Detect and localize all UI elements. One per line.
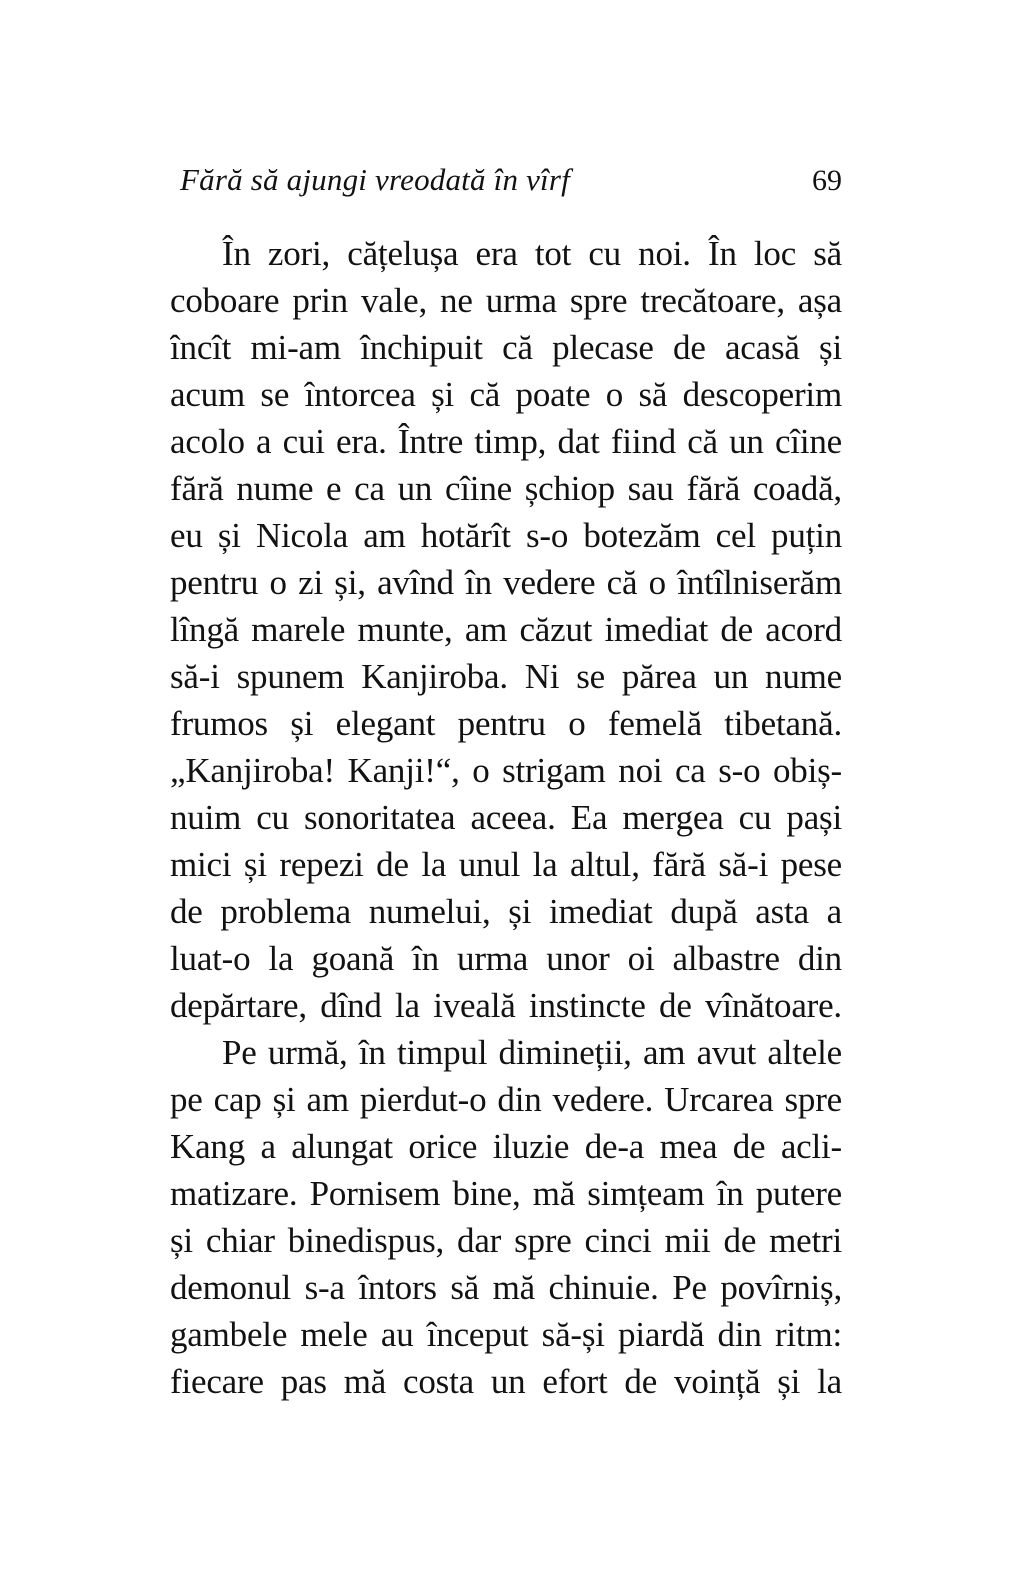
paragraph-1 xyxy=(170,230,842,1029)
text-line: mici și repezi de la unul la altul, fără să-i pese xyxy=(170,845,842,884)
text-line: Kang a alungat orice iluzie de-a mea de acli- xyxy=(170,1127,842,1166)
text-line: acum se întorcea și că poate o să descoperim xyxy=(170,375,842,414)
text-line: „Kanjiroba! Kanji!“, o strigam noi ca s-o obiș- xyxy=(170,751,842,790)
text-line: Pe urmă, în timpul dimineții, am avut altele xyxy=(222,1033,842,1072)
text-line: să-i spunem Kanjiroba. Ni se părea un nume xyxy=(170,657,842,696)
text-line: de problema numelui, și imediat după asta a xyxy=(170,892,842,931)
text-line: eu și Nicola am hotărît s-o botezăm cel puțin xyxy=(170,516,842,555)
text-line: acolo a cui era. Între timp, dat fiind că un cîine xyxy=(170,422,842,461)
text-line: coboare prin vale, ne urma spre trecătoare, așa xyxy=(170,281,842,320)
text-line: frumos și elegant pentru o femelă tibetană. xyxy=(170,704,842,743)
text-line: depărtare, dînd la iveală instincte de vînătoare. xyxy=(170,986,842,1025)
text-line: gambele mele au început să-și piardă din ritm: xyxy=(170,1315,842,1354)
text-line: și chiar binedispus, dar spre cinci mii de metri xyxy=(170,1221,842,1260)
text-line: luat-o la goană în urma unor oi albastre din xyxy=(170,939,842,978)
text-line: nuim cu sonoritatea aceea. Ea mergea cu pași xyxy=(170,798,842,837)
text-line: În zori, cățelușa era tot cu noi. În loc să xyxy=(222,234,842,273)
running-head xyxy=(170,160,842,200)
body-text xyxy=(170,230,842,1405)
text-line: lîngă marele munte, am căzut imediat de acord xyxy=(170,610,842,649)
text-block xyxy=(170,160,842,1405)
text-line: pentru o zi și, avînd în vedere că o întîlniserăm xyxy=(170,563,842,602)
text-line: fără nume e ca un cîine șchiop sau fără coadă, xyxy=(170,469,842,508)
text-line: demonul s-a întors să mă chinuie. Pe povîrniș, xyxy=(170,1268,842,1307)
paragraph-2 xyxy=(170,1029,842,1405)
page-number: 69 xyxy=(812,164,842,197)
running-title: Fără să ajungi vreodată în vîrf xyxy=(180,162,570,197)
text-line: matizare. Pornisem bine, mă simțeam în putere xyxy=(170,1174,842,1213)
text-line: încît mi-am închipuit că plecase de acasă și xyxy=(170,328,842,367)
text-line: fiecare pas mă costa un efort de voință și la xyxy=(170,1362,842,1401)
text-line: pe cap și am pierdut-o din vedere. Urcarea spre xyxy=(170,1080,842,1119)
